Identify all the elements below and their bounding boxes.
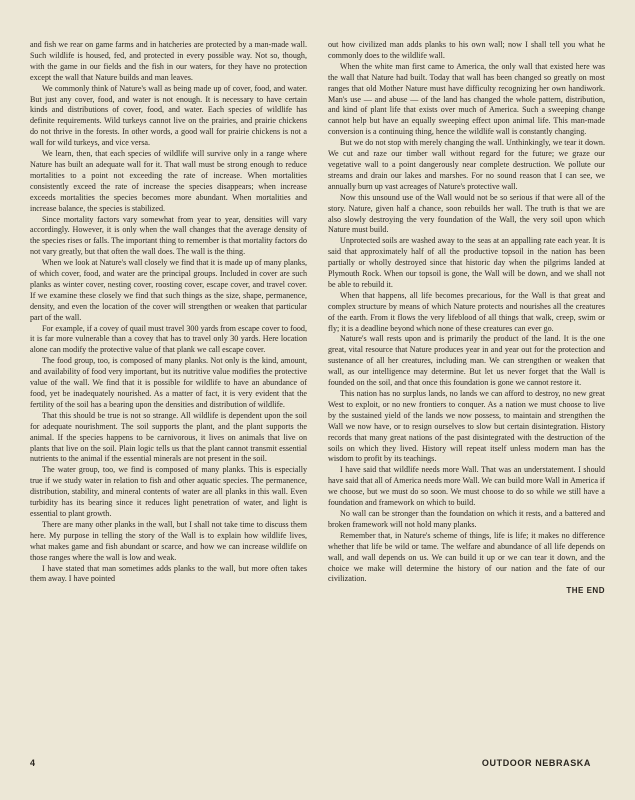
paragraph: Remember that, in Nature's scheme of things, life is life; it makes no difference whether that life be wild or tame. The welfare and abundance of all life depends on wall, and wall depends on us. We can build it up or we can tear it down, and the choice we make will determine the history of our nation and the fate of our civilization. bbox=[328, 530, 605, 584]
paragraph: This nation has no surplus lands, no lands we can afford to destroy, no new great West to exploit, or no new frontiers to conquer. As a nation we must choose to live by the sustained yield of the lands we now possess, to maintain and strengthen the Wall we now have, or to resign ourselves to slow but certain disintegration. History records that many great nations of the past disintegrated with the destruction of the soils on which they lived. History will repeat itself unless modern man has the wisdom to profit by its teachings. bbox=[328, 389, 605, 464]
paragraph: We commonly think of Nature's wall as being made up of cover, food, and water. But just any cover, food, and water is not enough. It is necessary to have certain kinds and distributions of cover, food, and water. Each species of wildlife has definite requirements. Wild turkeys cannot live on the prairies, and prairie chickens do not thrive in the forests. In other words, a good wall for prairie chickens is not a wall for wild turkeys, and vice versa. bbox=[30, 83, 307, 148]
paragraph: When we look at Nature's wall closely we find that it is made up of many planks, of which cover, food, and water are the principal groups. Included in cover are such planks as winter cover, nesting cover, roosting cover, escape cover, and travel cover. If we examine these closely we find that such things as the size, shape, permanence, density, and even the location of the cover will strengthen or weaken that particular part of the wall. bbox=[30, 258, 307, 322]
left-column bbox=[30, 40, 307, 597]
right-column bbox=[328, 40, 605, 597]
paragraph: That this should be true is not so strange. All wildlife is dependent upon the soil for adequate nourishment. The soil supports the plant, and the plant supports the animal. If the species happens to be carnivorous, it lives on animals that live on plants that live on the soil. Plain logic tells us that the plant cannot transmit essential nutrients to the animal if the essential minerals are not present in the soil. bbox=[30, 410, 307, 464]
page-footer bbox=[30, 758, 591, 768]
paragraph: We learn, then, that each species of wildlife will survive only in a range where Nature has built an adequate wall for it. That wall must be strong enough to reduce mortalities to a point not exceeding the rate of increase. When mortalities consistently exceed the rate of increase the species disappears; when increase exceeds mortalities the species becomes more abundant. When mortalities and increase balance, the species is stabilized. bbox=[30, 149, 307, 213]
article-body bbox=[30, 40, 605, 597]
paragraph: Unprotected soils are washed away to the seas at an appalling rate each year. It is said that approximately half of all the productive topsoil in the nation has been partially or wholly destroyed since that historic day when the pilgrims landed at Plymouth Rock. When our topsoil is gone, the Wall will be down, and we shall not be able to rebuild it. bbox=[328, 236, 605, 289]
paragraph: Since mortality factors vary somewhat from year to year, densities will vary accordingly. However, it is only when the wall changes that the average density of the species rises or falls. The important thing to remember is that mortality factors do not vary greatly, but that often the wall does. The wall is the thing. bbox=[30, 214, 307, 257]
the-end-marker: THE END bbox=[566, 586, 605, 596]
paragraph: For example, if a covey of quail must travel 300 yards from escape cover to food, it is far more vulnerable than a covey that has to travel only 30 yards. Here location alone can modify the protective value of that plank we call escape cover. bbox=[30, 323, 307, 355]
paragraph: I have said that wildlife needs more Wall. That was an understatement. I should have said that all of America needs more Wall. We can build more Wall in America if we choose, but we must do so soon. We must choose to do so while we still have a foundation and framework on which to build. bbox=[328, 465, 605, 508]
paragraph: The food group, too, is composed of many planks. Not only is the kind, amount, and availability of food very important, but its nutritive value modifies the protective value of the wall. We find that it is possible for wildlife to have an abundance of food, yet be inadequately nourished. As a matter of fact, it is very evident that the fertility of the soil has a bearing upon the densities and distribution of wildlife. bbox=[30, 356, 307, 409]
paragraph: Nature's wall rests upon and is primarily the product of the land. It is the one great, vital resource that Nature produces year in and year out for the protection and sustenance of all her creatures, including man. We can strengthen or weaken that wall, as our intelligence may determine. But let us never forget that the Wall is founded on the soil, and that once this foundation is gone we cannot restore it. bbox=[328, 334, 605, 388]
paragraph: But we do not stop with merely changing the wall. Unthinkingly, we tear it down. We cut and raze our timber wall without regard for the future; we graze our vegetative wall to a point dangerously near complete destruction. We pollute our streams and drain our lakes and marshes. For no sound reason that I can see, we annually burn up vast acreages of Nature's protective wall. bbox=[328, 138, 605, 191]
paragraph: and fish we rear on game farms and in hatcheries are protected by a man-made wall. Such wildlife is housed, fed, and protected in every possible way. Not so, though, with the game in our fields and the fish in our waters, for they have no protection except the wall that Nature builds and man leaves. bbox=[30, 40, 307, 82]
paragraph: Now this unsound use of the Wall would not be so serious if that were all of the story. Nature, given half a chance, soon rebuilds her wall. The truth is that we are also slowly destroying the very foundation of the Wall, the very soil upon which Nature must build. bbox=[328, 192, 605, 235]
paragraph: The water group, too, we find is composed of many planks. This is especially true if we study water in relation to fish and other aquatic species. The permanence, distribution, stability, and mineral contents of water are all planks in this wall. Even turbidity has its bearing since it reduces light penetration of water, and light is essential to plant growth. bbox=[30, 465, 307, 518]
magazine-title: OUTDOOR NEBRASKA bbox=[481, 758, 591, 768]
paragraph: When the white man first came to America, the only wall that existed here was the wall that Nature had built. Today that wall has been changed so greatly on most ranges that old Mother Nature must have difficulty recognizing her own handiwork. Man's use — and abuse — of the land has changed the whole pattern, distribution, and kind of plant life that exists over much of America. Such a sweeping change cannot help but have an equally sweeping effect upon animal life. This man-made conversion is a continuing thing, hence the wildlife wall is constantly changing. bbox=[328, 61, 605, 137]
paragraph: out how civilized man adds planks to his own wall; now I shall tell you what he commonly does to the wildlife wall. bbox=[328, 40, 605, 60]
paragraph: There are many other planks in the wall, but I shall not take time to discuss them here. My purpose in telling the story of the Wall is to explain how wildlife lives, what makes game and fish abundant or scarce, and how we can increase wildlife on those ranges where the wall is low and weak. bbox=[30, 519, 307, 562]
paragraph: No wall can be stronger than the foundation on which it rests, and a battered and broken framework will not hold many planks. bbox=[328, 508, 605, 529]
paragraph: I have stated that man sometimes adds planks to the wall, but more often takes them away. I have pointed bbox=[30, 563, 307, 584]
paragraph: When that happens, all life becomes precarious, for the Wall is that great and complex structure by means of which Nature protects and nourishes all the creatures of the earth. From it flows the very lifeblood of all things that walk, creep, swim or fly; it is a deadline beyond which none of these creatures can ever go. bbox=[328, 290, 605, 333]
page-number: 4 bbox=[30, 758, 36, 768]
